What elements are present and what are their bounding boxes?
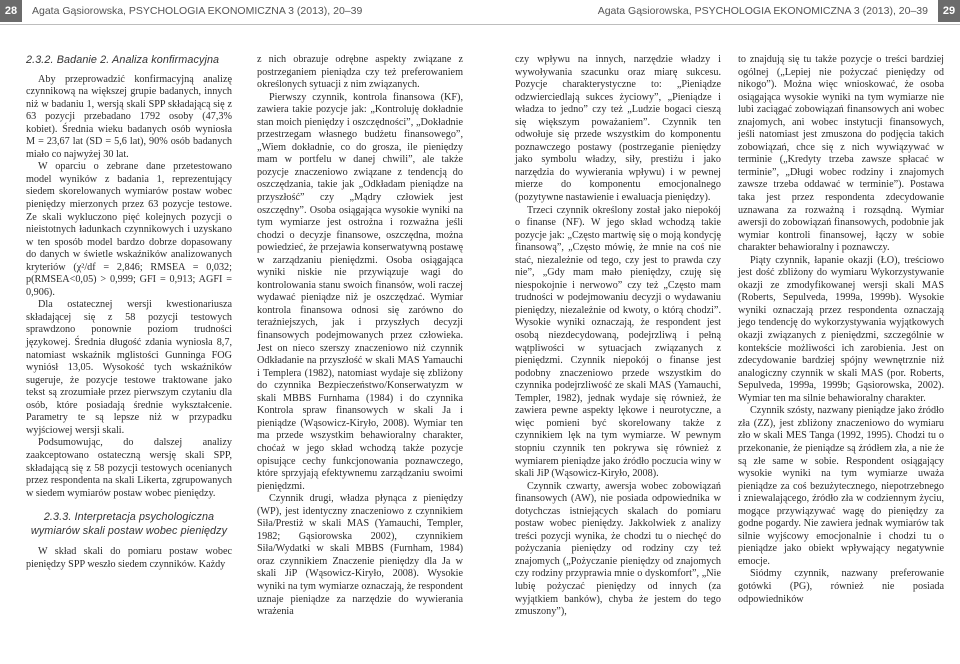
right-page-header xyxy=(480,0,960,22)
right-page-number: 29 xyxy=(938,0,960,22)
left-running-head: Agata Gąsiorowska, PSYCHOLOGIA EKONOMICZNA 3 (2013), 20–39 xyxy=(32,5,363,17)
column-4 xyxy=(738,54,944,606)
column-1 xyxy=(26,54,232,571)
header-rule xyxy=(0,24,960,25)
column-2 xyxy=(257,54,463,619)
paragraph: Podsumowując, do dalszej analizy zaakceptowano ostateczną wersję skali SPP, składającą się z 58 pozycji testowych ocenianych przez respondenta na skali Likerta, zgrupowanych w siedem wymiarów postaw wobec pieniędzy. xyxy=(26,437,232,499)
paragraph: to znajdują się tu także pozycje o treści bardziej ogólnej („Lepiej nie pożyczać pieniędzy od nikogo”). Można więc wnioskować, że osoba osiągająca wysokie wyniki na tym wymiarze nie lubi zaciągać zobowiązań finansowych ani wobec znajomych, ani wobec instytucji finansowych, jeśli natomiast jest zmuszona do podjęcia takich zobowiązań, chce się z nich wywiązywać w terminie („Kredyty trzeba zawsze spłacać w terminie”, „Długi wobec rodziny i znajomych zawsze trzeba oddawać w terminie”). Postawa taka jest przez respondenta zdecydowanie uznawana za rozważną i rozsądną. Wymiar awersji do zobowiązań finansowych, podobnie jak wymiar kontroli finansowej, łączy w sobie charakter behawioralny i poznawczy. xyxy=(738,54,944,254)
section-heading-2-3-3: 2.3.3. Interpretacja psychologiczna wymiarów skali postaw wobec pieniędzy xyxy=(30,511,228,538)
paragraph: W skład skali do pomiaru postaw wobec pieniędzy SPP weszło siedem czynników. Każdy xyxy=(26,546,232,570)
paragraph: Siódmy czynnik, nazwany preferowanie gotówki (PG), również nie posiada odpowiedników xyxy=(738,568,944,605)
paragraph: Czynnik szósty, nazwany pieniądze jako źródło zła (ZZ), jest zbliżony znaczeniowo do wymiaru zło w skali MES Tanga (1992, 1995). Chodzi tu o przekonanie, że pieniądze są źródłem zła, a nie że są złe same w sobie. Respondent osiągający wysokie wyniki na tym wymiarze uważa pieniądze za coś bezużytecznego, niepotrzebnego i zniewalającego, źródło zła w codziennym życiu, mogące przywiązywać wagę do pieniędzy za godne pogardy. Nie zawiera jednak wymiarów tak silnie wyjścowy emocjonalnie i chodzi tu o pieniądze jako obiekt wpływający negatywnie emocje. xyxy=(738,405,944,567)
paragraph: Aby przeprowadzić konfirmacyjną analizę czynnikową na większej grupie badanych, innych niż w badaniu 1, wersją skali SPP składającą się z 63 pozycji przebadano 1792 osoby (47,3% kobiet). Średnia wieku badanych osób wyniosła M = 23,67 lat (SD = 5,6 lat), 90% osób badanych miało co najwyżej 30 lat. xyxy=(26,73,232,160)
section-heading-2-3-2: 2.3.2. Badanie 2. Analiza konfirmacyjna xyxy=(26,54,220,66)
left-page-number: 28 xyxy=(0,0,22,22)
paragraph: Czynnik czwarty, awersja wobec zobowiązań finansowych (AW), nie posiada odpowiednika w dotychczas istniejących skalach do pomiaru postaw wobec pieniędzy. Jakkolwiek z analizy treści pozycji wynika, że chodzi tu o niechęć do pożyczania pieniędzy od rodziny czy też znajomych („Pożyczanie pieniędzy od znajomych czy rodziny przyprawia mnie o dyskomfort”, „Nie lubię pożyczać pieniędzy od innych (za wyjątkiem banków), chyba że jestem do tego zmuszony”), xyxy=(515,480,721,618)
paragraph: Dla ostatecznej wersji kwestionariusza składającej się z 58 pozycji testowych sprawdzono ponownie poziom trudności językowej. Średnia długość zdania wyniosła 8,7, natomiast wskaźnik mglistości Gunninga FOG wyniósł 13,05. Wysokość tych wskaźników sugeruje, że pozycje testowe traktowane jako tekst są zrozumiałe przez pierwszym czytaniu dla osób, które posiadają średnie wykształcenie. Parametry te są lepsze niż w przypadku wyjściowej wersji skali. xyxy=(26,299,232,436)
left-page-header xyxy=(0,0,480,22)
paragraph: Trzeci czynnik określony został jako niepokój o finanse (NF). W jego skład wchodzą takie pozycje jak: „Często martwię się o moją kondycję finansową”, „Często mówię, że mnie na coś nie stać, niezależnie od tego, czy jest to prawda czy nie”, „Gdy mam mało pieniędzy, czuję się niespokojnie i nerwowo” czy też „Często mam trudności w podejmowaniu decyzji o wydawaniu pieniędzy, niezależnie od kwoty, o którą chodzi”. Wysokie wyniki oznaczają, że respondent jest osobą niezdecydowaną, podejrzliwą i pełną wątpliwości w sytuacjach związanych z pieniędzmi. Czynnik niepokój o finanse jest podobny znaczeniowo przede wszystkim do czynnika podejrzliwość ze skali MAS (Yamauchi, Templer, 1982), jednak wydaje się również, że zawiera pewne aspekty lękowe i neurotyczne, a więc pomieni być skorelowany także z czynnikiem lęk na tym wymiarze. W pewnym stopniu czynnik ten pokrywa się również z wymiarem pieniądze jako źródło poczucia winy w skali JiP (Wąsowicz-Kiryło, 2008). xyxy=(515,204,721,480)
paragraph: z nich obrazuje odrębne aspekty związane z postrzeganiem pieniądza czy też preferowaniem określonych sytuacji z nim związanych. xyxy=(257,54,463,91)
paragraph: Piąty czynnik, łapanie okazji (ŁO), treściowo jest dość zbliżony do wymiaru Wykorzystywanie okazji ze zmodyfikowanej wersji skali MAS (Roberts, Sepulveda, 1999a, 1999b). Wysokie wyniki oznaczają przez respondenta oznaczają jego tendencję do wykorzystywania wyjątkowych okazji związanych z pieniędzmi, szczególnie w kontekście możliwości ich zarobienia. Jest on zdecydowanie bardziej spójny wewnętrznie niż analogiczny czynnik w skali MAS (por. Roberts, Sepulveda, 1999a, 1999b; Gąsiorowska, 2002). Wymiar ten ma silnie behawioralny charakter. xyxy=(738,254,944,404)
paragraph: Czynnik drugi, władza płynąca z pieniędzy (WP), jest identyczny znaczeniowo z czynnikiem Siła/Prestiż w skali MAS (Yamauchi, Templer, 1982; Gąsiorowska 2002), czynnikiem Siła/Wydatki w skali MBBS (Furnham, 1984) oraz czynnikiem Znaczenie pieniędzy dla Ja w skali JiP (Wąsowicz-Kiryło, 2008). Wysokie wyniki na tym wymiarze oznaczają, że respondent uznaje pieniądze za narzędzie do wywierania wrażenia xyxy=(257,493,463,618)
right-running-head: Agata Gąsiorowska, PSYCHOLOGIA EKONOMICZNA 3 (2013), 20–39 xyxy=(597,5,928,17)
column-3 xyxy=(515,54,721,619)
paragraph: czy wpływu na innych, narzędzie władzy i wywoływania szacunku oraz miarę sukcesu. Pozycje charakterystyczne to: „Pieniądze odzwierciedlają sukces życiowy”, „Pieniądze i władza to jedno” czy też „Ludzie bogaci cieszą się większym poważaniem”. Czynnik ten odwołuje się przede wszystkim do komponentu poznawczego postawy (postrzeganie pieniędzy jako symbolu władzy, siły, prestiżu i jako narzędzia do wywierania wpływu) i w pewnej mierze do komponentu emocjonalnego (pozytywne nastawienie i ewaluacja pieniędzy). xyxy=(515,54,721,204)
paragraph: Pierwszy czynnik, kontrola finansowa (KF), zawiera takie pozycje jak: „Kontroluję dokładnie stan moich pieniędzy i oszczędności”, „Dokładnie przestrzegam własnego budżetu finansowego”, „Wiem dokładnie, co do grosza, ile pieniędzy mam w portfelu w danej chwili”, ale także pozycje znaczeniowo związane z tendencją do oszczędzania, takie jak „Odkładam pieniądze na przyszłość” czy „Mądry człowiek jest oszczędny”. Osoba osiągająca wysokie wyniki na tym wymiarze jest ostrożna i rozważna jeśli chodzi o decyzje finansowe, oszczędna, można powiedzieć, że przejawia konserwatywną postawę w zarządzaniu pieniędzmi. Osoba osiągająca wyniki niskie nie przywiązuje wagi do kontrolowania stanu swoich finansów, woli raczej wydawać pieniądze niż je oszczędzać. Wymiar kontrola finansowa odnosi się zarówno do teraźniejszych, jak i przyszłych decyzji finansowych podejmowanych przez człowieka. Jest on nieco szerszy znaczeniowo niż czynnik Odkładanie na przyszłość w skali MAS Yamauchi i Templera (1982), natomiast wydaje się zbliżony do czynnika Bezpieczeństwo/Konserwatyzm w skali MBBS Furnhama (1984) i do czynnika Kontrola spraw finansowych w skali Ja i pieniądze (Wąsowicz-Kiryło, 2008). Wymiar ten ma przede wszystkim behawioralny charakter, choćaż w jego skład wchodzą także pozycje opisujące cechy funkcjonowania poznawczego, które sprzyjają efektywnemu zarządzaniu swoimi pieniędzmi. xyxy=(257,91,463,492)
paragraph: W oparciu o zebrane dane przetestowano model wyników z badania 1, reprezentujący siedem skorelowanych wymiarów postaw wobec pieniędzy mierzonych przez 63 pozycje testowe. Ze skali wykluczono pięć kolejnych pozycji o nieistotnych ładunkach czynnikowych i uzyskano w ten sposób model bardzo dobrze dopasowany do danych w świetle wskaźników analizowanych kryteriów (χ²/df = 2,846; RMSEA = 0,032; p(RMSEA<0,05) > 0,999; GFI = 0,913; AGFI = 0,906). xyxy=(26,161,232,298)
